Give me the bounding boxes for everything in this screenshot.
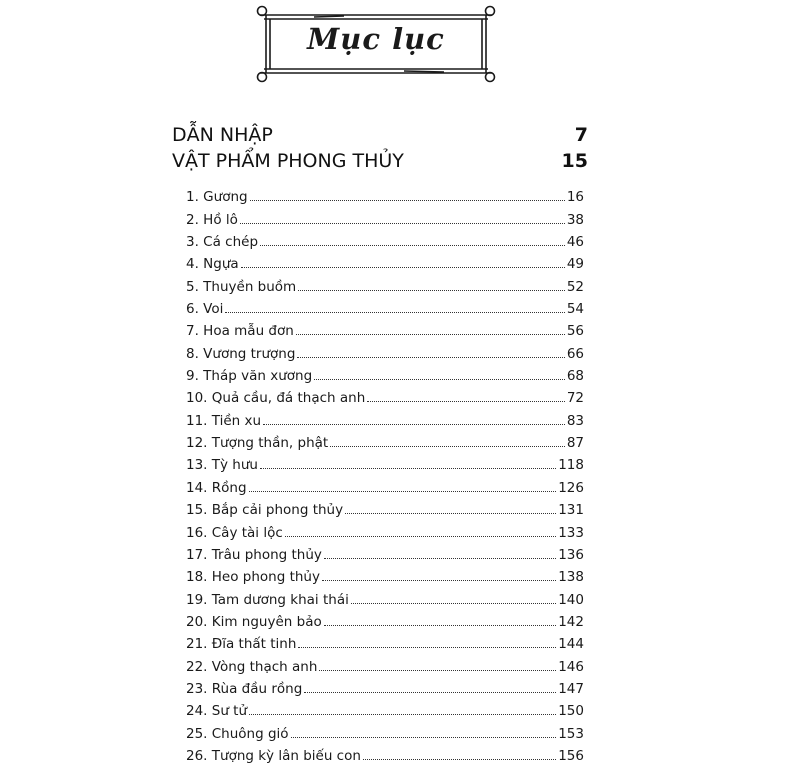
dot-leader [324,558,556,559]
toc-entry-label: 8. Vương trượng [186,345,296,362]
toc-entry[interactable] [186,384,584,406]
section-label: VẬT PHẨM PHONG THỦY [172,150,404,172]
toc-entry-page: 131 [558,502,584,519]
toc-entry-label: 15. Bắp cải phong thủy [186,502,344,519]
dot-leader [291,737,557,738]
toc-entry-label: 3. Cá chép [186,234,259,251]
toc-entry[interactable] [186,228,584,250]
toc-entry-label: 25. Chuông gió [186,725,289,742]
toc-entry[interactable] [186,250,584,272]
toc-entry[interactable] [186,675,584,697]
dot-leader [367,401,565,402]
dot-leader [319,670,556,671]
toc-entry-page: 146 [558,658,584,675]
toc-entry-label: 18. Heo phong thủy [186,569,320,586]
toc-entry-label: 23. Rùa đầu rồng [186,680,303,697]
toc-entry[interactable] [186,496,584,518]
dot-leader [260,245,565,246]
dot-leader [297,357,564,358]
toc-entry[interactable] [186,429,584,451]
toc-entry[interactable] [186,451,584,473]
toc-entry[interactable] [186,473,584,495]
toc-section-items[interactable] [172,150,588,172]
dot-leader [304,692,556,693]
toc-entry[interactable] [186,518,584,540]
dot-leader [263,424,565,425]
toc-entry-page: 87 [566,435,584,452]
toc-entry-page: 66 [566,345,584,362]
toc-entry-page: 144 [558,636,584,653]
toc-entry-label: 24. Sư tử [186,703,248,720]
toc-entry[interactable] [186,317,584,339]
toc-entry[interactable] [186,630,584,652]
dot-leader [298,290,565,291]
page-title: Mục lục [307,22,445,56]
toc-entry-label: 17. Trâu phong thủy [186,546,322,563]
toc-entry-page: 118 [558,457,584,474]
toc-entry[interactable] [186,697,584,719]
dot-leader [249,491,557,492]
toc-entry-label: 7. Hoa mẫu đơn [186,323,294,340]
toc-entry[interactable] [186,295,584,317]
dot-leader [314,379,565,380]
toc-entry-page: 153 [558,725,584,742]
toc-entry-page: 133 [558,524,584,541]
toc-entry-page: 140 [558,591,584,608]
toc-entry-label: 12. Tượng thần, phật [186,435,329,452]
toc-entry-page: 150 [558,703,584,720]
toc-entry-page: 56 [566,323,584,340]
section-page: 7 [574,124,588,146]
toc-entry[interactable] [186,563,584,585]
toc-entry-page: 142 [558,613,584,630]
toc-entry-page: 38 [566,211,584,228]
toc-entry-label: 6. Voi [186,301,224,318]
toc-entry-label: 21. Đĩa thất tinh [186,636,297,653]
toc-entry-page: 52 [566,278,584,295]
toc-entry-label: 22. Vòng thạch anh [186,658,318,675]
toc-entry[interactable] [186,541,584,563]
toc-entry-page: 138 [558,569,584,586]
dot-leader [298,647,556,648]
dot-leader [250,200,565,201]
dot-leader [363,759,556,760]
toc-entry-page: 16 [566,189,584,206]
dot-leader [330,446,565,447]
toc-entry-label: 11. Tiền xu [186,412,262,429]
toc-entry-label: 9. Tháp văn xương [186,368,313,385]
title-frame [254,4,498,84]
dot-leader [260,468,556,469]
section-page: 15 [561,150,588,172]
toc-entry[interactable] [186,339,584,361]
toc-entry[interactable] [186,585,584,607]
toc-entry[interactable] [186,608,584,630]
toc-entry[interactable] [186,742,584,764]
toc-entry[interactable] [186,183,584,205]
dot-leader [285,536,556,537]
toc-entry-page: 147 [558,680,584,697]
toc-entry-label: 14. Rồng [186,479,247,496]
toc-entry[interactable] [186,652,584,674]
dot-leader [345,513,556,514]
toc-entry-page: 126 [558,479,584,496]
toc-entry-label: 19. Tam dương khai thái [186,591,349,608]
toc-entry-page: 49 [566,256,584,273]
toc-entry[interactable] [186,406,584,428]
toc-entry-page: 136 [558,546,584,563]
toc-entry-page: 54 [566,301,584,318]
toc-entry-page: 83 [566,412,584,429]
toc-entry[interactable] [186,719,584,741]
dot-leader [324,625,556,626]
toc-entry-label: 5. Thuyền buồm [186,278,297,295]
toc-entry-page: 156 [558,747,584,764]
toc-entry-page: 46 [566,234,584,251]
dot-leader [249,714,556,715]
toc-entry-label: 4. Ngựa [186,256,239,273]
dot-leader [241,267,565,268]
toc-entry-label: 16. Cây tài lộc [186,524,283,541]
table-of-contents [186,183,584,764]
toc-entry[interactable] [186,272,584,294]
dot-leader [296,334,565,335]
toc-entry[interactable] [186,205,584,227]
toc-entry-page: 72 [566,390,584,407]
dot-leader [240,223,565,224]
dot-leader [322,580,556,581]
toc-section-intro[interactable] [172,124,588,146]
dot-leader [225,312,564,313]
toc-entry-label: 13. Tỳ hưu [186,457,258,474]
toc-entry-label: 10. Quả cầu, đá thạch anh [186,390,366,407]
toc-entry-label: 26. Tượng kỳ lân biếu con [186,747,361,764]
toc-entry-label: 1. Gương [186,189,248,206]
dot-leader [351,603,556,604]
toc-entry-label: 2. Hồ lô [186,211,238,228]
toc-entry-label: 20. Kim nguyên bảo [186,613,322,630]
toc-entry[interactable] [186,362,584,384]
section-label: DẪN NHẬP [172,124,273,146]
toc-entry-page: 68 [566,368,584,385]
